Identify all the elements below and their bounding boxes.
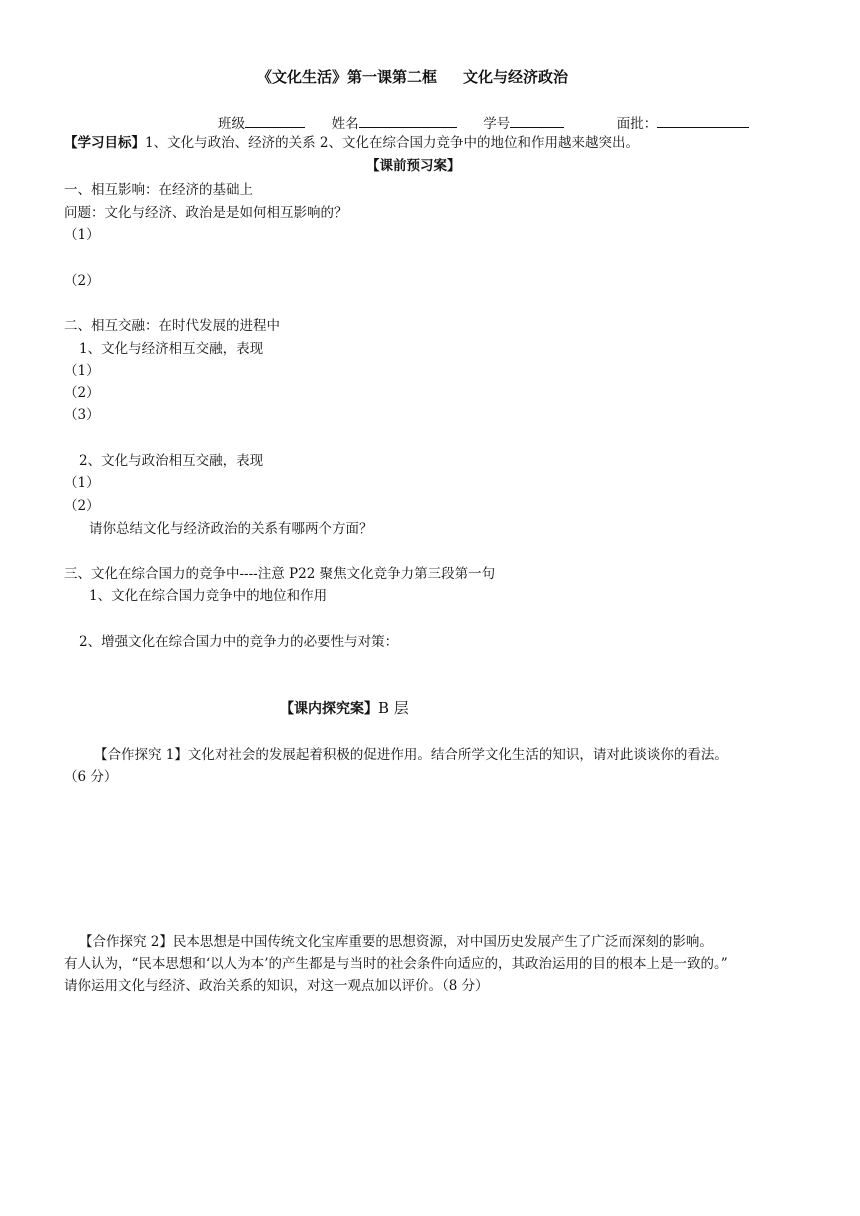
section2-sub1-item3: （3） — [64, 407, 100, 423]
review-field[interactable] — [657, 113, 749, 128]
section1-heading: 一、相互影响：在经济的基础上 — [64, 182, 253, 198]
section1-question: 问题：文化与经济、政治是是如何相互影响的？ — [64, 205, 348, 221]
class-field[interactable] — [245, 113, 305, 128]
page-title — [257, 68, 568, 86]
section2-sub2: 2、文化与政治相互交融，表现 — [79, 453, 264, 469]
section1-item2: （2） — [64, 273, 100, 289]
section2-sub1-item1: （1） — [64, 363, 100, 379]
class-label: 班级 — [218, 116, 245, 132]
inquiry2-line3: 请你运用文化与经济、政治关系的知识，对这一观点加以评价。（8 分） — [64, 978, 489, 994]
id-label: 学号 — [483, 116, 511, 132]
section3-sub1: 1、文化在综合国力竞争中的地位和作用 — [89, 588, 328, 604]
inclass-heading — [280, 699, 409, 718]
section3-heading: 三、文化在综合国力的竞争中----注意 P22 聚焦文化竞争力第三段第一句 — [64, 566, 496, 582]
section1-item1: （1） — [64, 227, 100, 243]
section2-sub1: 1、文化与经济相互交融，表现 — [79, 341, 264, 357]
preview-heading: 【课前预习案】 — [366, 158, 461, 174]
inquiry1-score: （6 分） — [64, 769, 118, 785]
section2-sub2-item1: （1） — [64, 475, 100, 491]
inquiry2-line1: 【合作探究 2】民本思想是中国传统文化宝库重要的思想资源，对中国历史发展产生了广泛而深刻的影响。 — [79, 934, 713, 950]
inquiry1-prompt: 【合作探究 1】文化对社会的发展起着积极的促进作用。结合所学文化生活的知识，请对此谈谈你的看法。 — [94, 747, 728, 763]
title-part2: 文化与经济政治 — [463, 68, 569, 86]
inclass-heading-label: 【课内探究案】 — [280, 701, 378, 717]
title-part1: 《文化生活》第一课第二框 — [257, 68, 438, 86]
inclass-level: B 层 — [378, 699, 409, 717]
name-label: 姓名 — [331, 116, 359, 132]
section2-summary-question: 请你总结文化与经济政治的关系有哪两个方面？ — [89, 521, 373, 537]
student-info-row — [218, 113, 749, 133]
student-id-field[interactable] — [510, 113, 564, 128]
learning-goals-text: 1、文化与政治、经济的关系 2、文化在综合国力竞争中的地位和作用越来越突出。 — [145, 135, 639, 151]
learning-goals-label: 【学习目标】 — [64, 135, 145, 151]
section2-sub2-item2: （2） — [64, 498, 100, 514]
section2-heading: 二、相互交融：在时代发展的进程中 — [64, 318, 280, 334]
learning-goals — [64, 134, 639, 152]
section3-sub2: 2、增强文化在综合国力中的竞争力的必要性与对策： — [79, 634, 399, 650]
inquiry2-line2: 有人认为，“民本思想和‘以人为本’的产生都是与当时的社会条件向适应的，其政治运用的目的根本上是一致的。” — [64, 956, 728, 972]
name-field[interactable] — [359, 113, 457, 128]
review-label: 面批： — [616, 116, 658, 132]
section2-sub1-item2: （2） — [64, 385, 100, 401]
